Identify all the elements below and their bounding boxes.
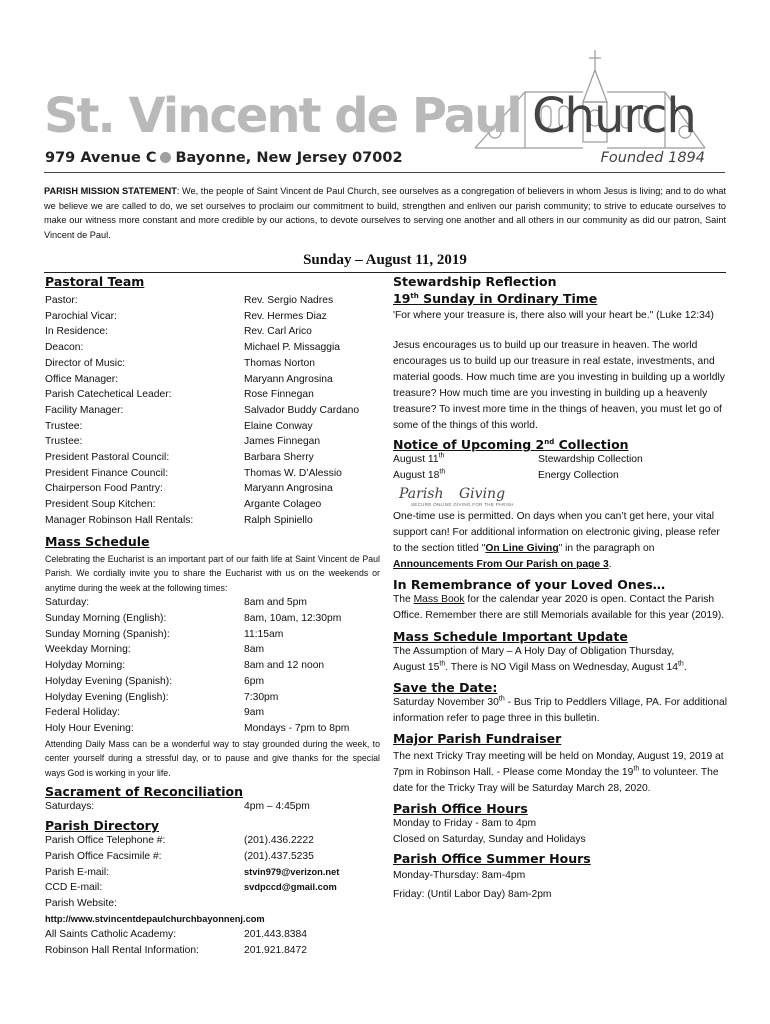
schedule-update-heading: Mass Schedule Important Update (393, 629, 628, 645)
list-item: Director of Music: Thomas Norton (45, 357, 315, 369)
list-item: Office Manager: Maryann Angrosina (45, 373, 333, 385)
list-item: August 11th Stewardship Collection (393, 452, 643, 465)
masthead-divider (44, 172, 725, 173)
parish-giving-logo (393, 487, 728, 509)
list-item: Sunday Morning (English): 8am, 10am, 12:30pm (45, 613, 342, 625)
list-item: Deacon: Michael P. Missaggia (45, 342, 340, 354)
address-street: 979 Avenue C (45, 150, 157, 166)
parish-directory-heading: Parish Directory (45, 818, 159, 834)
list-item: CCD E-mail: svdpccd@gmail.com (45, 880, 380, 896)
list-item: Chairperson Food Pantry: Maryann Angrosina (45, 483, 333, 495)
list-item: Parish Office Facsimile #: (201).437.5235 (45, 850, 314, 862)
church-name-part2: Church (532, 88, 696, 144)
church-address (45, 150, 403, 166)
mass-schedule-intro: Celebrating the Eucharist is an important part of our faith life at Saint Vincent de Paul Parish. We cordially invite you to share the Eucharist with us on the weekends or anytime during the week at the following times: (45, 553, 380, 593)
list-item: Weekday Morning: 8am (45, 644, 265, 656)
list-item: Trustee: Elaine Conway (45, 420, 313, 432)
stewardship-quote: 'For where your treasure is, there also will your heart be." (Luke 12:34) (393, 310, 714, 321)
parish-website-link[interactable]: http://www.stvincentdepaulchurchbayonnenj.com (45, 913, 265, 924)
pastoral-team-heading: Pastoral Team (45, 274, 145, 289)
summer-hours-heading: Parish Office Summer Hours (393, 851, 591, 867)
fundraiser-text: The next Tricky Tray meeting will be held on Monday, August 19, 2019 at 7pm in Robinson Hall. - Please come Monday the 19th to volunteer. The date for the Tricky Tray will be Saturday March 28, 2020. (393, 751, 724, 795)
online-giving-link[interactable]: On Line Giving (485, 543, 559, 555)
list-item: Pastor: Rev. Sergio Nadres (45, 295, 334, 306)
stewardship-body: Jesus encourages us to build up our treasure in heaven. The world encourages us to build up our treasure in real estate, investments, and material goods. How much time are you investing in building up a worldly treasure? How much time are you investing in building up a heavenly treasure? To invest more time in the things of heaven, you must let go of some of the things of this world. (393, 340, 725, 431)
list-item: President Soup Kitchen: Argante Colageo (45, 499, 322, 511)
parish-giving-logo-word1: Parish (399, 486, 444, 503)
list-item: Manager Robinson Hall Rentals: Ralph Spiniello (45, 514, 313, 526)
reconciliation-heading: Sacrament of Reconciliation (45, 784, 243, 800)
list-item: In Residence: Rev. Carl Arico (45, 326, 312, 338)
parish-email-link[interactable]: stvin979@verizon.net (244, 866, 340, 877)
parish-giving-logo-tagline: SECURE ONLINE GIVING FOR THE PARISH (411, 502, 514, 508)
list-item: Parish Catechetical Leader: Rose Finnegan (45, 389, 314, 401)
stewardship-heading: Stewardship Reflection (393, 274, 557, 289)
list-item: Holy Hour Evening: Mondays - 7pm to 8pm (45, 722, 350, 734)
bullet-dot-icon (160, 152, 171, 163)
directory-list (45, 833, 380, 959)
list-item: Parish Office Telephone #: (201).436.2222 (45, 835, 314, 847)
list-item: Holyday Evening (English): 7:30pm (45, 691, 279, 703)
remembrance-heading: In Remembrance of your Loved Ones… (393, 577, 666, 593)
list-item: President Finance Council: Thomas W. D’Alessio (45, 467, 342, 479)
left-column (45, 274, 380, 959)
remembrance-text: The Mass Book for the calendar year 2020 is open. Contact the Parish Office. Remember there are still Memorials available for this year (2019). (393, 594, 725, 622)
mission-text: : We, the people of Saint Vincent de Paul Church, see ourselves as a congregation of believers in whom Jesus is living; and to do what we believe we are called to do, we set ourselves to proclaim our commitment to build, strengthen and enliven our parish community; to strive to educate ourselves to make our witness more constant and more credible by our actions, to devote ourselves to serving one another and all others in our community as did our patron, Saint Vincent de Paul. (44, 186, 727, 240)
mass-book-link[interactable]: Mass Book (413, 594, 465, 606)
list-item: President Pastoral Council: Barbara Sherry (45, 452, 314, 464)
parish-giving-logo-word2: Giving (459, 486, 506, 503)
list-item: All Saints Catholic Academy: 201.443.8384 (45, 929, 307, 941)
list-item: Parish E-mail: stvin979@verizon.net (45, 865, 380, 881)
list-item (45, 912, 380, 928)
list-item: Robinson Hall Rental Information: 201.921.8472 (45, 945, 307, 957)
address-city: Bayonne, New Jersey 07002 (175, 150, 403, 166)
list-item: Facility Manager: Salvador Buddy Cardano (45, 404, 360, 416)
fundraiser-heading: Major Parish Fundraiser (393, 731, 562, 747)
list-item: Parish Website: (45, 897, 117, 909)
founded-year: Founded 1894 (600, 150, 705, 166)
list-item: Federal Holiday: 9am (45, 707, 265, 719)
list-item: Holyday Morning: 8am and 12 noon (45, 660, 325, 672)
announcements-link[interactable]: Announcements From Our Parish on page 3 (393, 559, 609, 571)
date-divider (44, 272, 726, 273)
list-item: August 18th Energy Collection (393, 468, 619, 481)
mass-schedule-closing: Attending Daily Mass can be a wonderful way to stay grounded during the week, to center yourself during a stressful day, or to pause and give thanks for the special ways God is working in your life. (45, 738, 380, 778)
list-item: Parochial Vicar: Rev. Hermes Diaz (45, 310, 327, 322)
office-hours-heading: Parish Office Hours (393, 801, 528, 817)
online-giving-text: One-time use is permitted. On days when you can’t get here, your vital support can! For additional information on electronic giving, please refer to the section titled "On Line Giving" in the paragraph on Announcements From Our Parish on page 3. (393, 511, 720, 571)
list-item: Holyday Evening (Spanish): 6pm (45, 675, 265, 687)
summer-hours-text: Monday-Thursday: 8am-4pm Friday: (Until Labor Day) 8am-2pm (393, 870, 552, 901)
stewardship-subheading: 19th Sunday in Ordinary Time (393, 291, 598, 306)
list-item: Sunday Morning (Spanish): 11:15am (45, 628, 284, 640)
mission-label: PARISH MISSION STATEMENT (44, 186, 177, 196)
right-column (393, 274, 728, 904)
bulletin-date: Sunday – August 11, 2019 (303, 252, 467, 268)
list-item: Trustee: James Finnegan (45, 436, 321, 448)
save-date-text: Saturday November 30th - Bus Trip to Peddlers Village, PA. For additional information refer to page three in this bulletin. (393, 695, 727, 725)
save-date-heading: Save the Date: (393, 680, 498, 696)
schedule-update-text: The Assumption of Mary – A Holy Day of Obligation Thursday, August 15th. There is NO Vigil Mass on Wednesday, August 14th. (393, 646, 687, 674)
collection-list (393, 452, 728, 483)
mass-times-list (45, 595, 380, 736)
second-collection-heading: Notice of Upcoming 2nd Collection (393, 437, 629, 452)
mission-statement (44, 184, 726, 242)
church-name-part1: St. Vincent de Paul (44, 88, 521, 144)
ccd-email-link[interactable]: svdpccd@gmail.com (244, 882, 337, 893)
list-item: Saturday: 8am and 5pm (45, 597, 307, 609)
office-hours-text: Monday to Friday - 8am to 4pm Closed on Saturday, Sunday and Holidays (393, 818, 586, 846)
list-item: Saturdays: 4pm – 4:45pm (45, 801, 310, 813)
mass-schedule-heading: Mass Schedule (45, 533, 150, 549)
pastoral-team-list (45, 293, 380, 529)
